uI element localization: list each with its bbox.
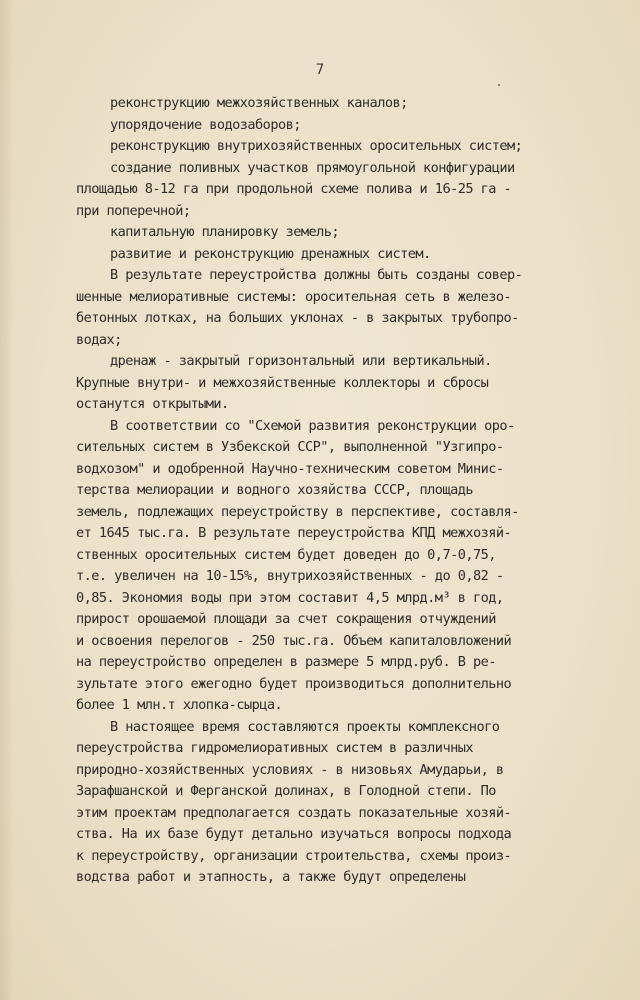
text-line: этим проектам предполагается создать показательные хозяй- [76,804,512,821]
text-line: развитие и реконструкцию дренажных систем. [110,245,431,262]
text-line: реконструкцию внутрихозяйственных оросительных систем; [110,138,523,154]
text-line: на переустройство определен в размере 5 млрд.руб. В ре- [76,654,496,670]
paper-speck [498,84,500,86]
text-line: капитальную планировку земель; [110,224,340,240]
text-line: останутся открытыми. [76,396,229,412]
text-line: упорядочение водозаборов; [110,116,301,133]
text-line: В соответствии со "Схемой развития реконструкции оро- [110,417,515,434]
text-line: и освоения перелогов - 250 тыс.га. Объем капиталовложений [76,632,512,649]
text-line: 0,85. Экономия воды при этом составит 4,5 млрд.м³ в год, [76,589,504,606]
text-line: шенные мелиоративные системы: оросительная сеть в железо- [76,288,512,305]
text-line: ет 1645 тыс.га. В результате переустройства КПД межхозяй- [76,525,512,541]
text-line: площадью 8-12 га при продольной схеме полива и 16-25 га - [76,181,512,197]
text-line: переустройства гидромелиоративных систем в различных [76,740,473,756]
text-line: зультате этого ежегодно будет производиться дополнительно [76,675,512,692]
text-line: В настоящее время составляются проекты комплексного [110,718,500,735]
text-line: природно-хозяйственных условиях - в низовьях Амударьи, в [76,761,504,778]
text-line: водах; [76,331,122,348]
page-edge-shadow [0,0,14,1000]
text-line: реконструкцию межхозяйственных каналов; [110,95,408,111]
text-line: земель, подлежащих переустройству в перспективе, составля- [76,503,519,520]
text-line: ства. На их базе будут детально изучаться вопросы подхода [76,826,512,842]
text-line: дренаж - закрытый горизонтальный или вертикальный. [110,353,492,369]
text-line: терства мелиорации и водного хозяйства СССР, площадь [76,482,473,498]
text-line: к переустройству, организации строительства, схемы произ- [76,847,512,864]
text-line: при поперечной; [76,202,191,219]
page-number: 7 [315,62,325,78]
body-text [76,93,576,889]
text-line: В результате переустройства должны быть созданы совер- [110,267,523,283]
text-line: создание поливных участков прямоугольной конфигурации [110,159,515,176]
text-line: более 1 млн.т хлопка-сырца. [76,697,283,713]
text-line: Зарафшанской и Ферганской долинах, в Голодной степи. По [76,783,496,799]
text-line: водхозом" и одобренной Научно-техническим советом Минис- [76,460,504,477]
text-line: бетонных лотках, на больших уклонах - в закрытых трубопро- [76,310,519,326]
text-line: водства работ и этапность, а также будут определены [76,869,466,885]
text-line: прирост орошаемой площади за счет сокращения отчуждений [76,611,496,627]
text-line: т.е. увеличен на 10-15%, внутрихозяйственных - до 0,82 - [76,568,504,584]
text-line: сительных систем в Узбекской ССР", выполненной "Узгипро- [76,439,504,455]
text-line: Крупные внутри- и межхозяйственные коллекторы и сбросы [76,374,489,391]
text-line: ственных оросительных систем будет доведен до 0,7-0,75, [76,546,496,563]
